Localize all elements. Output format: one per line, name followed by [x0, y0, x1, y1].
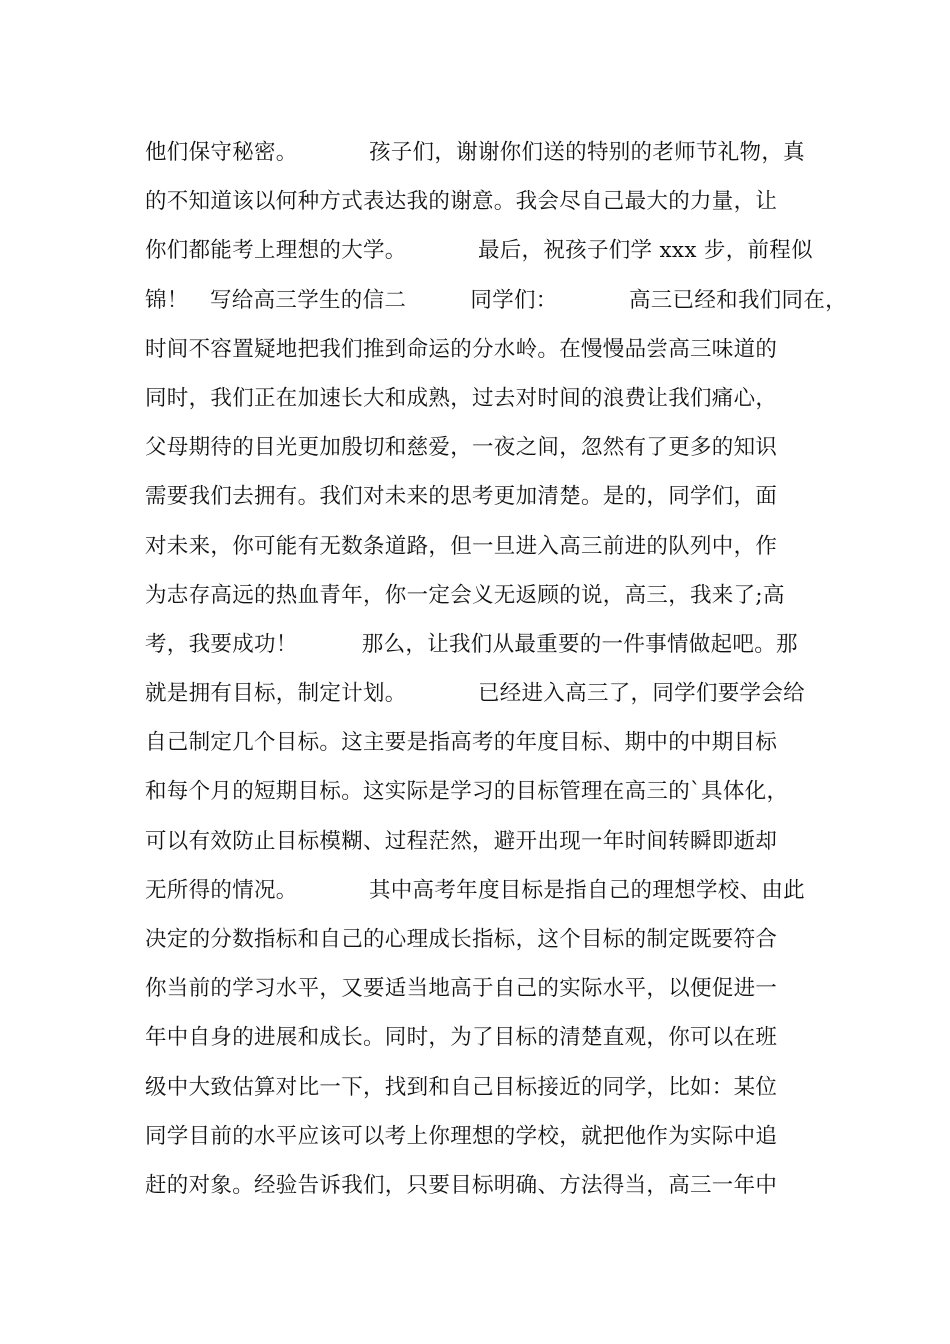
- text-line: 同学目前的水平应该可以考上你理想的学校，就把他作为实际中追: [145, 1123, 778, 1149]
- text-line: 和每个月的短期目标。这实际是学习的目标管理在高三的`具体化，: [145, 779, 789, 805]
- text-line: 赶的对象。经验告诉我们，只要目标明确、方法得当，高三一年中: [145, 1172, 778, 1198]
- text-line: 级中大致估算对比一下，找到和自己目标接近的同学，比如：某位: [145, 1074, 778, 1100]
- text-line: 你当前的学习水平，又要适当地高于自己的实际水平，以便促进一: [145, 976, 778, 1002]
- text-line: 就是拥有目标，制定计划。 已经进入高三了，同学们要学会给: [145, 681, 805, 707]
- text-line: 同时，我们正在加速长大和成熟，过去对时间的浪费让我们痛心，: [145, 385, 778, 411]
- text-line: 为志存高远的热血青年，你一定会义无返顾的说，高三，我来了;高: [145, 582, 785, 608]
- text-line: 需要我们去拥有。我们对未来的思考更加清楚。是的，同学们，面: [145, 484, 778, 510]
- text-line: 你们都能考上理想的大学。 最后，祝孩子们学 xxx 步，前程似: [145, 238, 813, 264]
- text-line: 可以有效防止目标模糊、过程茫然，避开出现一年时间转瞬即逝却: [145, 828, 778, 854]
- text-line: 对未来，你可能有无数条道路，但一旦进入高三前进的队列中，作: [145, 533, 778, 559]
- text-line: 的不知道该以何种方式表达我的谢意。我会尽自己最大的力量，让: [145, 189, 778, 215]
- text-line: 父母期待的目光更加殷切和慈爱，一夜之间，忽然有了更多的知识: [145, 435, 778, 461]
- text-line: 年中自身的进展和成长。同时，为了目标的清楚直观，你可以在班: [145, 1025, 778, 1051]
- text-line: 锦！ 写给高三学生的信二 同学们： 高三已经和我们同在，: [145, 287, 847, 313]
- text-line: 自己制定几个目标。这主要是指高考的年度目标、期中的中期目标: [145, 730, 778, 756]
- text-line: 他们保守秘密。 孩子们，谢谢你们送的特别的老师节礼物，真: [145, 140, 805, 165]
- text-line: 时间不容置疑地把我们推到命运的分水岭。在慢慢品尝高三味道的: [145, 336, 778, 362]
- text-line: 决定的分数指标和自己的心理成长指标，这个目标的制定既要符合: [145, 927, 778, 952]
- text-line: 无所得的情况。 其中高考年度目标是指自己的理想学校、由此: [145, 877, 805, 903]
- body-text: [145, 128, 847, 1210]
- text-line: 考，我要成功！ 那么，让我们从最重要的一件事情做起吧。那: [145, 631, 798, 657]
